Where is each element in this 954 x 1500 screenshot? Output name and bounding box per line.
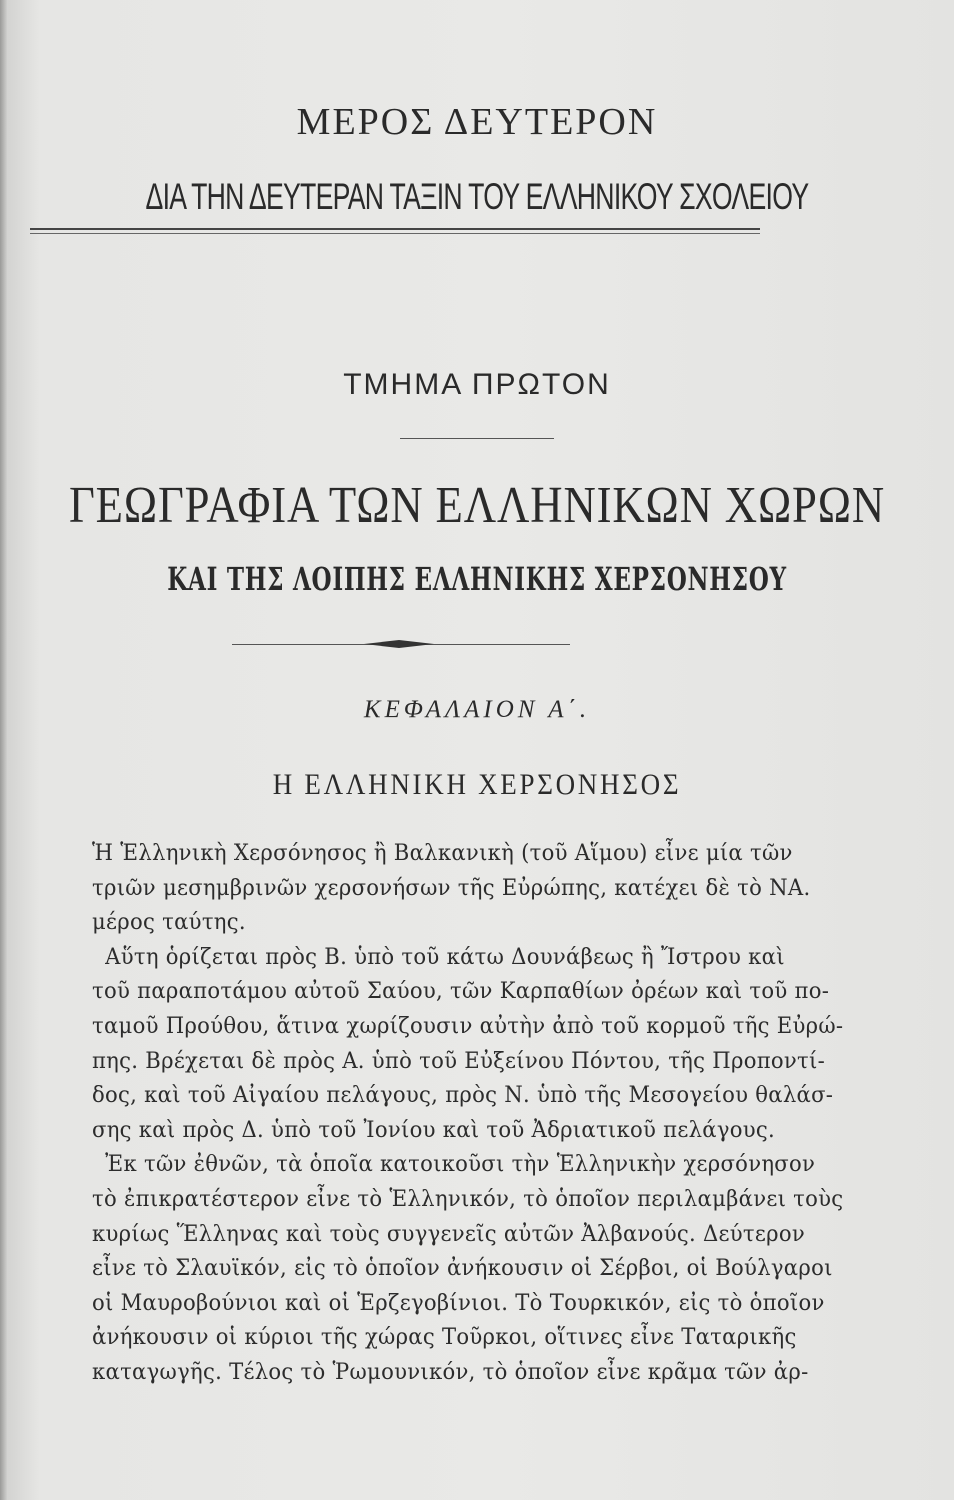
body-line: τριῶν μεσημβρινῶν χερσονήσων τῆς Εὐρώπης, κατέχει δὲ τὸ ΝΑ.	[92, 874, 811, 901]
body-line: μέρος ταύτης.	[92, 909, 246, 936]
double-rule-bottom	[30, 233, 760, 234]
main-subtitle: ΚΑΙ ΤΗΣ ΛΟΙΠΗΣ ΕΛΛΗΝΙΚΗΣ ΧΕΡΣΟΝΗΣΟΥ	[167, 560, 787, 598]
part-subtitle: ΔΙΑ ΤΗΝ ΔΕΥΤΕΡΑΝ ΤΑΞΙΝ ΤΟΥ ΕΛΛΗΝΙΚΟΥ ΣΧΟΛΕΙΟΥ	[145, 176, 809, 217]
body-line: τὸ ἐπικρατέστερον εἶνε τὸ Ἑλληνικόν, τὸ ὁποῖον περιλαμβάνει τοὺς	[92, 1185, 844, 1212]
page-binding-shadow	[0, 0, 8, 1500]
body-line: ταμοῦ Προύθου, ἅτινα χωρίζουσιν αὐτὴν ἀπὸ τοῦ κορμοῦ τῆς Εὐρώ-	[92, 1012, 844, 1039]
short-divider	[400, 438, 554, 439]
main-title: ΓΕΩΓΡΑΦΙΑ ΤΩΝ ΕΛΛΗΝΙΚΩΝ ΧΩΡΩΝ	[68, 477, 886, 534]
part-title: ΜΕΡΟΣ ΔΕΥΤΕΡΟΝ	[296, 101, 658, 143]
chapter-label: ΚΕΦΑΛΑΙΟΝ Α΄.	[363, 696, 591, 723]
body-line: πης. Βρέχεται δὲ πρὸς Α. ὑπὸ τοῦ Εὐξείνου Πόντου, τῆς Προποντί-	[92, 1047, 826, 1074]
body-line: ἀνήκουσιν οἱ κύριοι τῆς χώρας Τοῦρκοι, οἵτινες εἶνε Ταταρικῆς	[92, 1324, 797, 1351]
body-text	[92, 836, 844, 1390]
double-rule-top	[30, 228, 760, 230]
body-line: κυρίως Ἕλληνας καὶ τοὺς συγγενεῖς αὐτῶν Ἀλβανούς. Δεύτερον	[92, 1220, 806, 1247]
body-line: Ἐκ τῶν ἐθνῶν, τὰ ὁποῖα κατοικοῦσι τὴν Ἑλληνικὴν χερσόνησον	[105, 1151, 816, 1178]
body-line: καταγωγῆς. Τέλος τὸ Ῥωμουνικόν, τὸ ὁποῖον εἶνε κρᾶμα τῶν ἀρ-	[92, 1358, 809, 1385]
chapter-heading: Η ΕΛΛΗΝΙΚΗ ΧΕΡΣΟΝΗΣΟΣ	[272, 768, 682, 801]
body-line: Ἡ Ἑλληνικὴ Χερσόνησος ἢ Βαλκανικὴ (τοῦ Αἵμου) εἶνε μία τῶν	[92, 840, 793, 866]
section-title: ΤΜΗΜΑ ΠΡΩΤΟΝ	[343, 368, 611, 401]
body-line: εἶνε τὸ Σλαυϊκόν, εἰς τὸ ὁποῖον ἀνήκουσιν οἱ Σέρβοι, οἱ Βούλγαροι	[92, 1255, 833, 1282]
ornament-diamond-icon	[364, 640, 434, 648]
body-line: δος, καὶ τοῦ Αἰγαίου πελάγους, πρὸς Ν. ὑπὸ τῆς Μεσογείου θαλάσ-	[92, 1082, 834, 1109]
body-line: Αὕτη ὁρίζεται πρὸς Β. ὑπὸ τοῦ κάτω Δουνάβεως ἢ Ἴστρου καὶ	[105, 943, 785, 970]
body-line: τοῦ παραποτάμου αὐτοῦ Σαύου, τῶν Καρπαθίων ὀρέων καὶ τοῦ πο-	[92, 978, 830, 1005]
body-line: σης καὶ πρὸς Δ. ὑπὸ τοῦ Ἰονίου καὶ τοῦ Ἀδριατικοῦ πελάγους.	[92, 1116, 776, 1143]
body-line: οἱ Μαυροβούνιοι καὶ οἱ Ἑρζεγοβίνιοι. Τὸ Τουρκικόν, εἰς τὸ ὁποῖον	[92, 1289, 825, 1316]
